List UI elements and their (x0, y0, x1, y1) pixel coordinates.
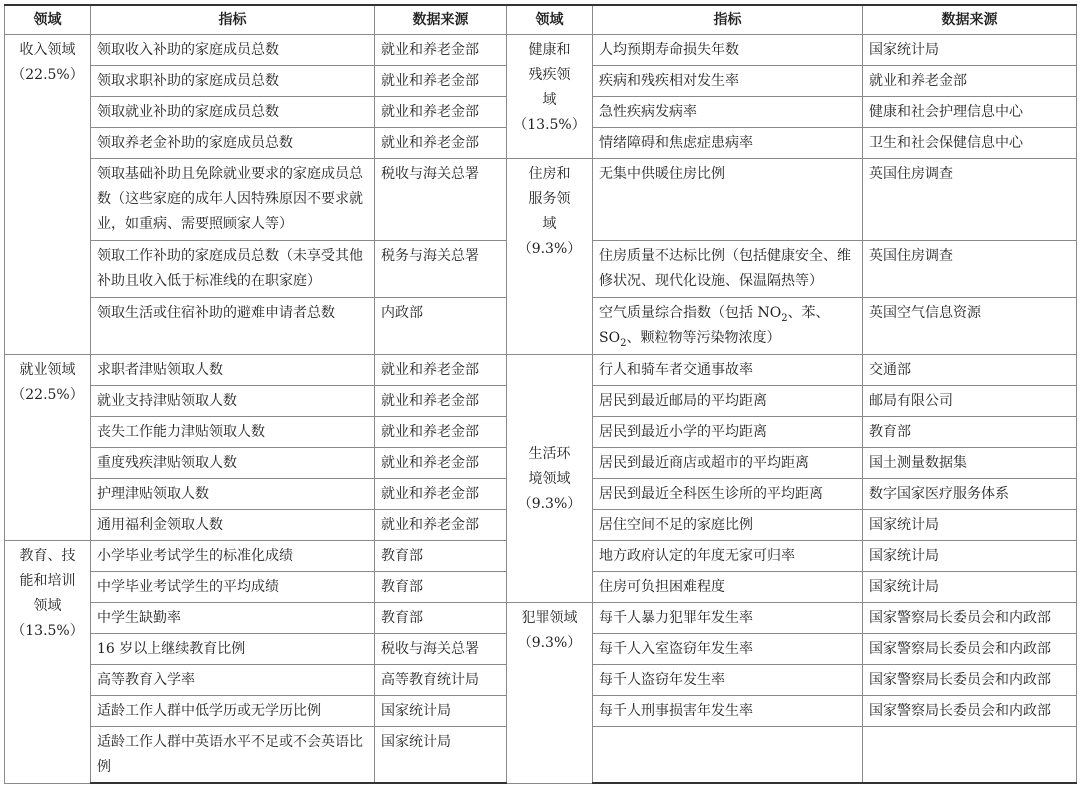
indicator-cell: 每千人暴力犯罪年发生率 (593, 603, 863, 634)
source-cell: 英国空气信息资源 (863, 298, 1077, 355)
indicator-cell: 居民到最近商店或超市的平均距离 (593, 448, 863, 479)
source-cell: 邮局有限公司 (863, 386, 1077, 417)
source-cell: 税收与海关总署 (375, 159, 507, 241)
source-cell: 教育部 (863, 417, 1077, 448)
indicator-cell: 丧失工作能力津贴领取人数 (91, 417, 375, 448)
source-cell: 内政部 (375, 298, 507, 355)
source-cell: 就业和养老金部 (375, 479, 507, 510)
domain-health (507, 35, 593, 159)
source-cell: 国家统计局 (863, 35, 1077, 66)
source-cell: 教育部 (375, 541, 507, 572)
domain-weight: （13.5%） (513, 117, 586, 133)
domain-name: 健康和残疾领域 (528, 42, 571, 108)
source-cell: 国家警察局长委员会和内政部 (863, 634, 1077, 665)
source-cell (863, 727, 1077, 784)
indicator-cell: 居民到最近邮局的平均距离 (593, 386, 863, 417)
source-cell: 就业和养老金部 (375, 128, 507, 159)
header-domain-right: 领域 (507, 5, 593, 35)
indicator-cell: 领取养老金补助的家庭成员总数 (91, 128, 375, 159)
indicator-cell: 领取就业补助的家庭成员总数 (91, 97, 375, 128)
indicator-cell: 求职者津贴领取人数 (91, 355, 375, 386)
indicator-cell: 领取生活或住宿补助的避难申请者总数 (91, 298, 375, 355)
indicator-cell: 中学生缺勤率 (91, 603, 375, 634)
indicator-cell: 急性疾病发病率 (593, 97, 863, 128)
indicator-cell: 疾病和残疾相对发生率 (593, 66, 863, 97)
domain-housing (507, 159, 593, 355)
source-cell: 就业和养老金部 (375, 448, 507, 479)
domain-weight: （9.3%） (517, 635, 582, 651)
domain-weight: （9.3%） (517, 241, 582, 257)
source-cell: 卫生和社会保健信息中心 (863, 128, 1077, 159)
source-cell: 数字国家医疗服务体系 (863, 479, 1077, 510)
source-cell: 英国住房调查 (863, 159, 1077, 241)
table-row (5, 35, 1077, 66)
domain-weight: （13.5%） (11, 623, 84, 639)
table-row (5, 159, 1077, 241)
source-cell: 国家警察局长委员会和内政部 (863, 696, 1077, 727)
indicator-cell: 领取收入补助的家庭成员总数 (91, 35, 375, 66)
indicator-cell (593, 298, 863, 355)
source-cell: 就业和养老金部 (375, 35, 507, 66)
source-cell: 高等教育统计局 (375, 665, 507, 696)
source-cell: 健康和社会护理信息中心 (863, 97, 1077, 128)
domain-weight: （22.5%） (11, 387, 84, 403)
indicator-cell: 适龄工作人群中英语水平不足或不会英语比例 (91, 727, 375, 784)
domain-weight: （9.3%） (517, 495, 582, 512)
indicator-cell: 领取基础补助且免除就业要求的家庭成员总数（这些家庭的成年人因特殊原因不要求就业，如重病、需要照顾家人等） (91, 159, 375, 241)
source-cell: 国家统计局 (863, 541, 1077, 572)
source-cell: 就业和养老金部 (375, 66, 507, 97)
indicator-cell: 居住空间不足的家庭比例 (593, 510, 863, 541)
source-cell: 就业和养老金部 (375, 386, 507, 417)
domain-employment (5, 355, 91, 541)
source-cell: 国家统计局 (863, 572, 1077, 603)
source-cell: 国家统计局 (375, 727, 507, 784)
indicator-table (4, 4, 1077, 784)
header-indicator-left: 指标 (91, 5, 375, 35)
domain-crime (507, 603, 593, 784)
source-cell: 就业和养老金部 (375, 417, 507, 448)
indicator-cell: 每千人入室盗窃年发生率 (593, 634, 863, 665)
domain-name: 住房和服务领域 (528, 166, 571, 232)
indicator-cell: 适龄工作人群中低学历或无学历比例 (91, 696, 375, 727)
header-source-right: 数据来源 (863, 5, 1077, 35)
indicator-cell: 领取求职补助的家庭成员总数 (91, 66, 375, 97)
domain-name: 教育、技能和培训领域 (19, 548, 76, 614)
source-cell: 就业和养老金部 (863, 66, 1077, 97)
domain-name: 收入领域 (19, 42, 76, 58)
header-row (5, 5, 1077, 35)
indicator-cell: 居民到最近小学的平均距离 (593, 417, 863, 448)
air-quality-text-c: 、颗粒物等污染物浓度） (626, 330, 781, 346)
source-cell: 教育部 (375, 572, 507, 603)
domain-name: 犯罪领域 (521, 610, 578, 626)
table-row (5, 355, 1077, 386)
indicator-cell: 住房可负担困难程度 (593, 572, 863, 603)
indicator-cell: 居民到最近全科医生诊所的平均距离 (593, 479, 863, 510)
indicator-cell: 16 岁以上继续教育比例 (91, 634, 375, 665)
air-quality-text-b: 、苯、SO (599, 305, 830, 346)
source-cell: 国家统计局 (375, 696, 507, 727)
indicator-cell (593, 727, 863, 784)
indicator-cell: 高等教育入学率 (91, 665, 375, 696)
domain-name: 生活环境领域 (528, 445, 571, 487)
table-row (5, 603, 1077, 634)
source-cell: 税务与海关总署 (375, 241, 507, 298)
indicator-cell: 小学毕业考试学生的标准化成绩 (91, 541, 375, 572)
source-cell: 英国住房调查 (863, 241, 1077, 298)
indicator-cell: 行人和骑车者交通事故率 (593, 355, 863, 386)
indicator-cell: 人均预期寿命损失年数 (593, 35, 863, 66)
domain-income (5, 35, 91, 355)
source-cell: 国家统计局 (863, 510, 1077, 541)
subscript: 2 (620, 337, 627, 349)
domain-education (5, 541, 91, 784)
header-source-left: 数据来源 (375, 5, 507, 35)
indicator-cell: 地方政府认定的年度无家可归率 (593, 541, 863, 572)
indicator-cell: 就业支持津贴领取人数 (91, 386, 375, 417)
source-cell: 国土测量数据集 (863, 448, 1077, 479)
source-cell: 就业和养老金部 (375, 355, 507, 386)
indicator-cell: 无集中供暖住房比例 (593, 159, 863, 241)
source-cell: 就业和养老金部 (375, 510, 507, 541)
source-cell: 教育部 (375, 603, 507, 634)
indicator-cell: 领取工作补助的家庭成员总数（未享受其他补助且收入低于标准线的在职家庭） (91, 241, 375, 298)
domain-weight: （22.5%） (11, 67, 84, 83)
indicator-cell: 重度残疾津贴领取人数 (91, 448, 375, 479)
source-cell: 国家警察局长委员会和内政部 (863, 603, 1077, 634)
source-cell: 交通部 (863, 355, 1077, 386)
indicator-cell: 每千人盗窃年发生率 (593, 665, 863, 696)
air-quality-text-a: 空气质量综合指数（包括 NO (599, 305, 782, 321)
domain-living-environment (507, 355, 593, 603)
source-cell: 税收与海关总署 (375, 634, 507, 665)
source-cell: 就业和养老金部 (375, 97, 507, 128)
indicator-cell: 住房质量不达标比例（包括健康安全、维修状况、现代化设施、保温隔热等） (593, 241, 863, 298)
indicator-cell: 中学毕业考试学生的平均成绩 (91, 572, 375, 603)
subscript: 2 (781, 312, 788, 324)
indicator-cell: 情绪障碍和焦虑症患病率 (593, 128, 863, 159)
indicator-cell: 护理津贴领取人数 (91, 479, 375, 510)
indicator-cell: 每千人刑事损害年发生率 (593, 696, 863, 727)
indicator-cell: 通用福利金领取人数 (91, 510, 375, 541)
domain-name: 就业领域 (19, 362, 76, 378)
source-cell: 国家警察局长委员会和内政部 (863, 665, 1077, 696)
header-indicator-right: 指标 (593, 5, 863, 35)
header-domain-left: 领域 (5, 5, 91, 35)
